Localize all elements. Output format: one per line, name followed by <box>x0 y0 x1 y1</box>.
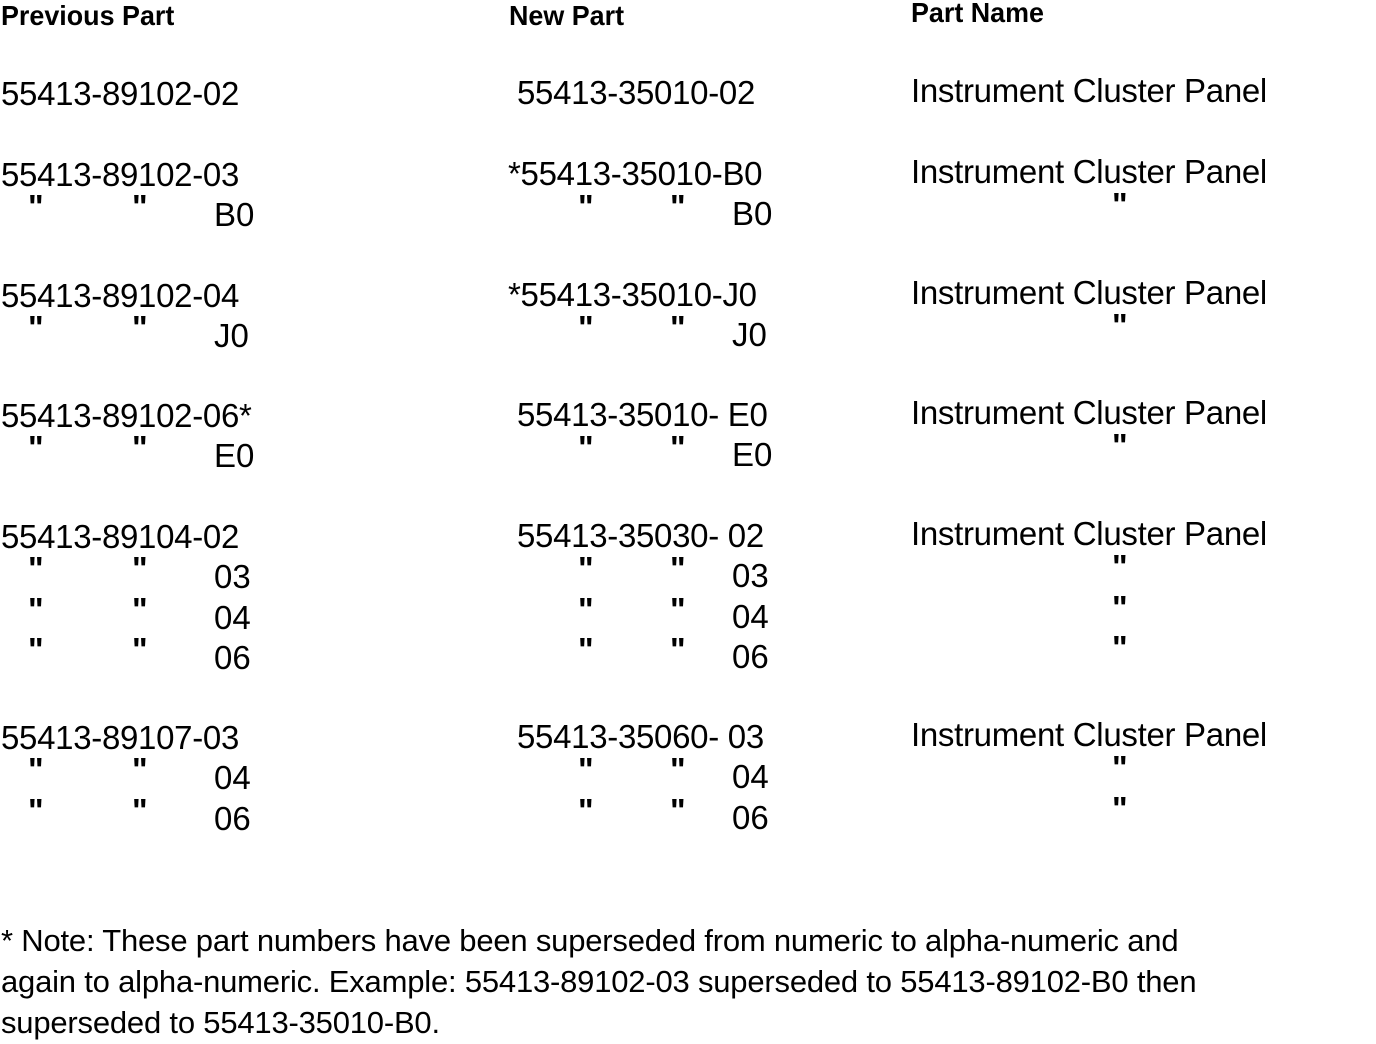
previous-ditto-mark: " <box>28 631 44 668</box>
part-name: Instrument Cluster Panel <box>911 72 1267 109</box>
footnote-line-1: * Note: These part numbers have been superseded from numeric to alpha-numeric and <box>1 923 1179 958</box>
header-new-part: New Part <box>509 0 625 31</box>
new-part-suffix: 06 <box>732 638 769 675</box>
part-name-ditto-mark: " <box>1112 307 1128 344</box>
footnote <box>1 920 1371 1043</box>
new-ditto-mark: " <box>670 751 686 788</box>
part-name: Instrument Cluster Panel <box>911 274 1267 311</box>
previous-ditto-mark: " <box>132 751 148 788</box>
part-name-ditto-mark: " <box>1112 427 1128 464</box>
previous-part-suffix: 04 <box>214 598 251 636</box>
new-ditto-mark: " <box>578 751 594 788</box>
new-ditto-mark: " <box>670 791 686 829</box>
header-previous-part: Previous Part <box>1 0 175 31</box>
previous-part-suffix: E0 <box>214 437 255 474</box>
part-name-ditto-mark: " <box>1112 588 1128 626</box>
new-part-suffix: E0 <box>732 436 773 473</box>
new-part-number: 55413-35010- E0 <box>517 396 768 433</box>
previous-part-suffix: 04 <box>214 759 251 796</box>
part-name: Instrument Cluster Panel <box>911 153 1267 190</box>
previous-ditto-mark: " <box>132 429 148 466</box>
new-part-suffix: 06 <box>732 798 769 836</box>
previous-ditto-mark: " <box>28 590 44 628</box>
header-part-name: Part Name <box>911 0 1044 28</box>
new-ditto-mark: " <box>578 309 594 346</box>
new-part-suffix: B0 <box>732 195 773 232</box>
part-name-ditto-mark: " <box>1112 186 1128 223</box>
new-part-suffix: 04 <box>732 758 769 795</box>
part-name-ditto-mark: " <box>1112 789 1128 827</box>
previous-ditto-mark: " <box>132 550 148 587</box>
footnote-line-3: superseded to 55413-35010-B0. <box>1 1005 440 1040</box>
part-name: Instrument Cluster Panel <box>911 716 1267 753</box>
previous-part-number: 55413-89102-03 <box>1 156 240 193</box>
new-ditto-mark: " <box>670 188 686 225</box>
previous-part-suffix: 06 <box>214 799 251 837</box>
previous-part-number: 55413-89104-02 <box>1 518 240 555</box>
new-ditto-mark: " <box>670 429 686 466</box>
previous-ditto-mark: " <box>28 188 44 225</box>
previous-ditto-mark: " <box>132 631 148 668</box>
new-part-number: 55413-35010-02 <box>517 74 756 111</box>
part-name-ditto-mark: " <box>1112 548 1128 585</box>
previous-part-suffix: 03 <box>214 558 251 595</box>
previous-ditto-mark: " <box>28 550 44 587</box>
previous-ditto-mark: " <box>132 188 148 225</box>
previous-part-number: 55413-89102-04 <box>1 277 240 314</box>
new-ditto-mark: " <box>578 550 594 587</box>
footnote-line-2: again to alpha-numeric. Example: 55413-89102-03 superseded to 55413-89102-B0 then <box>1 964 1197 999</box>
new-ditto-mark: " <box>670 631 686 668</box>
new-part-suffix: 03 <box>732 557 769 594</box>
previous-part-suffix: B0 <box>214 196 255 233</box>
previous-ditto-mark: " <box>132 791 148 829</box>
previous-ditto-mark: " <box>28 791 44 829</box>
new-part-number: 55413-35030- 02 <box>517 517 764 554</box>
new-ditto-mark: " <box>578 631 594 668</box>
part-name-ditto-mark: " <box>1112 629 1128 666</box>
part-name-ditto-mark: " <box>1112 749 1128 786</box>
previous-part-number: 55413-89102-02 <box>1 75 240 112</box>
new-part-suffix: 04 <box>732 597 769 635</box>
part-name: Instrument Cluster Panel <box>911 515 1267 552</box>
previous-part-number: 55413-89107-03 <box>1 719 240 756</box>
new-ditto-mark: " <box>670 590 686 628</box>
new-part-number: *55413-35010-J0 <box>508 276 757 313</box>
new-ditto-mark: " <box>670 550 686 587</box>
previous-ditto-mark: " <box>132 590 148 628</box>
previous-ditto-mark: " <box>28 309 44 346</box>
new-ditto-mark: " <box>578 429 594 466</box>
previous-ditto-mark: " <box>28 751 44 788</box>
part-name: Instrument Cluster Panel <box>911 394 1267 431</box>
previous-part-suffix: 06 <box>214 639 251 676</box>
previous-part-number: 55413-89102-06* <box>1 397 252 434</box>
new-ditto-mark: " <box>578 188 594 225</box>
new-ditto-mark: " <box>578 791 594 829</box>
new-part-number: 55413-35060- 03 <box>517 718 764 755</box>
previous-ditto-mark: " <box>28 429 44 466</box>
new-part-suffix: J0 <box>732 316 767 353</box>
new-ditto-mark: " <box>670 309 686 346</box>
previous-part-suffix: J0 <box>214 317 249 354</box>
new-ditto-mark: " <box>578 590 594 628</box>
previous-ditto-mark: " <box>132 309 148 346</box>
new-part-number: *55413-35010-B0 <box>508 155 763 192</box>
